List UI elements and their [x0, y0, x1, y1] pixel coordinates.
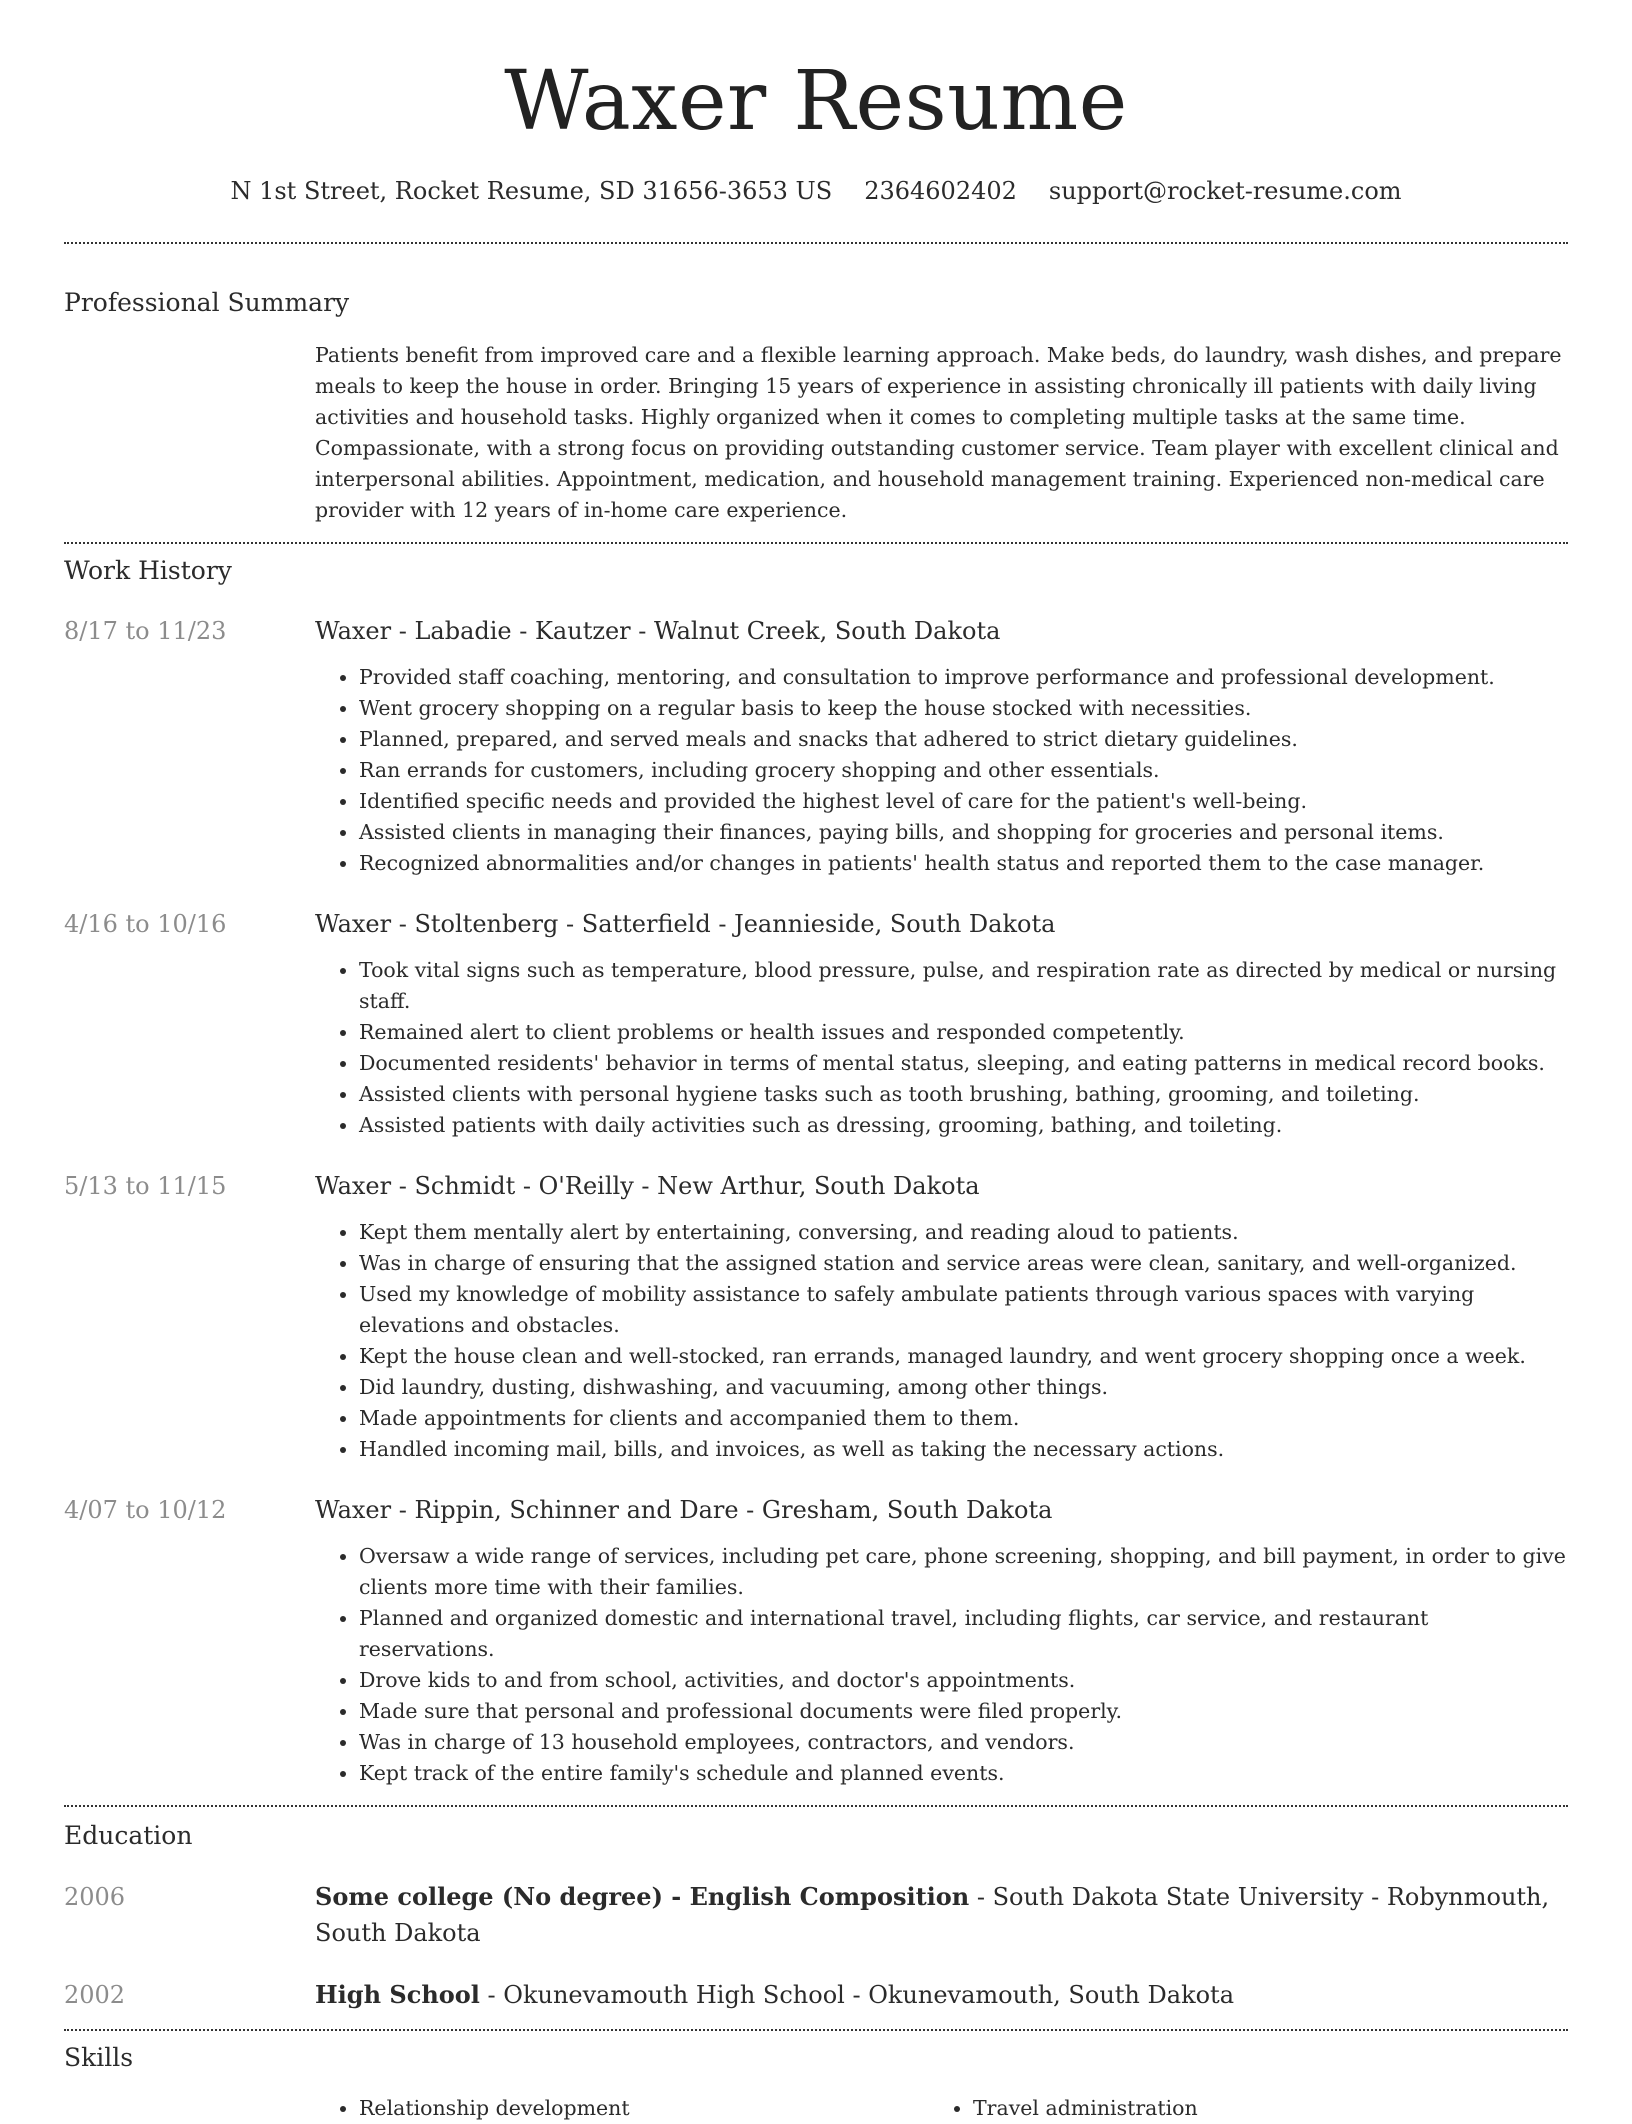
- summary-text: Patients benefit from improved care and a flexible learning approach. Make beds, do laundry, wash dishes, and prepare meals to keep the house in order. Bringing 15 years of experience in assisting chronically ill patients with daily living activities and household tasks. Highly organized when it comes to completing multiple tasks at the same time. Compassionate, with a strong focus on providing outstanding customer service. Team player with excellent clinical and interpersonal abilities. Appointment, medication, and household management training. Experienced non-medical care provider with 12 years of in-home care experience.: [315, 343, 1562, 522]
- contact-address: N 1st Street, Rocket Resume, SD 31656-3653 US: [230, 177, 833, 205]
- job-bullets: [315, 1217, 1568, 1465]
- job-title: Waxer - Schmidt - O'Reilly - New Arthur, South Dakota: [315, 1172, 980, 1200]
- job-title: Waxer - Stoltenberg - Satterfield - Jeannieside, South Dakota: [315, 910, 1056, 938]
- contact-email: support@rocket-resume.com: [1048, 177, 1402, 205]
- job-bullet: • Documented residents' behavior in terms of mental status, sleeping, and eating patterns in medical record books.: [359, 1048, 1568, 1079]
- skills-column-right: [929, 2093, 1543, 2124]
- job-dates: 4/16 to 10/16: [64, 910, 227, 938]
- job-title: Waxer - Labadie - Kautzer - Walnut Creek, South Dakota: [315, 617, 1001, 645]
- job-bullet: • Did laundry, dusting, dishwashing, and vacuuming, among other things.: [359, 1372, 1568, 1403]
- contact-line: [64, 174, 1568, 208]
- job-entry: [64, 907, 1568, 1141]
- job-bullet: • Identified specific needs and provided the highest level of care for the patient's well-being.: [359, 786, 1568, 817]
- education-entry: [64, 1879, 1568, 1951]
- job-bullet: • Planned, prepared, and served meals and snacks that adhered to strict dietary guidelines.: [359, 724, 1568, 755]
- job-bullet: • Used my knowledge of mobility assistance to safely ambulate patients through various spaces with varying elevations and obstacles.: [359, 1279, 1568, 1341]
- contact-phone: 2364602402: [864, 177, 1017, 205]
- job-bullet: • Provided staff coaching, mentoring, and consultation to improve performance and professional development.: [359, 662, 1568, 693]
- job-bullets: [315, 662, 1568, 879]
- job-body: [315, 1169, 1568, 1465]
- skills-column-left: [315, 2093, 929, 2124]
- section-title-work: Work History: [64, 556, 232, 585]
- job-bullet: • Assisted clients in managing their finances, paying bills, and shopping for groceries and personal items.: [359, 817, 1568, 848]
- section-title-education: Education: [64, 1821, 193, 1850]
- job-bullet: • Went grocery shopping on a regular basis to keep the house stocked with necessities.: [359, 693, 1568, 724]
- job-dates: 5/13 to 11/15: [64, 1172, 227, 1200]
- education-year: 2002: [64, 1981, 126, 2009]
- education-school: - South Dakota State University - Robynmouth, South Dakota: [315, 1883, 1550, 1947]
- skills-list: [315, 2093, 1568, 2124]
- section-divider: [64, 1805, 1568, 1807]
- education-school: - Okunevamouth High School - Okunevamouth, South Dakota: [479, 1981, 1235, 2009]
- education-degree: High School: [315, 1980, 480, 2009]
- job-entry: [64, 614, 1568, 879]
- section-divider: [64, 542, 1568, 544]
- job-bullet: • Recognized abnormalities and/or changes in patients' health status and reported them to the case manager.: [359, 848, 1568, 879]
- job-bullet: • Was in charge of ensuring that the assigned station and service areas were clean, sanitary, and well-organized.: [359, 1248, 1568, 1279]
- section-divider: [64, 2029, 1568, 2031]
- work-history-list: [64, 614, 1568, 1789]
- section-title-skills: Skills: [64, 2043, 134, 2072]
- education-year: 2006: [64, 1883, 126, 1911]
- job-title: Waxer - Rippin, Schinner and Dare - Gresham, South Dakota: [315, 1496, 1053, 1524]
- job-bullet: • Kept them mentally alert by entertaining, conversing, and reading aloud to patients.: [359, 1217, 1568, 1248]
- job-entry: [64, 1169, 1568, 1465]
- education-entry: [64, 1977, 1568, 2013]
- job-bullet: • Assisted patients with daily activities such as dressing, grooming, bathing, and toileting.: [359, 1110, 1568, 1141]
- skill-item: • Relationship development: [359, 2093, 929, 2124]
- resume-name: Waxer Resume: [504, 54, 1128, 149]
- job-bullet: • Drove kids to and from school, activities, and doctor's appointments.: [359, 1665, 1568, 1696]
- section-divider: [64, 242, 1568, 244]
- job-bullet: • Handled incoming mail, bills, and invoices, as well as taking the necessary actions.: [359, 1434, 1568, 1465]
- job-bullet: • Assisted clients with personal hygiene tasks such as tooth brushing, bathing, grooming, and toileting.: [359, 1079, 1568, 1110]
- job-dates: 4/07 to 10/12: [64, 1496, 227, 1524]
- job-bullet: • Planned and organized domestic and international travel, including flights, car service, and restaurant reservations.: [359, 1603, 1568, 1665]
- job-bullet: • Ran errands for customers, including grocery shopping and other essentials.: [359, 755, 1568, 786]
- job-dates: 8/17 to 11/23: [64, 617, 227, 645]
- education-body: [315, 1879, 1568, 1951]
- job-body: [315, 1493, 1568, 1789]
- job-entry: [64, 1493, 1568, 1789]
- job-bullet: • Made sure that personal and professional documents were filed properly.: [359, 1696, 1568, 1727]
- job-bullet: • Kept track of the entire family's schedule and planned events.: [359, 1758, 1568, 1789]
- education-degree: Some college (No degree) - English Composition: [315, 1882, 970, 1911]
- section-title-summary: Professional Summary: [64, 288, 350, 317]
- skill-item: • Travel administration: [973, 2093, 1543, 2124]
- education-body: [315, 1977, 1568, 2013]
- job-bullet: • Made appointments for clients and accompanied them to them.: [359, 1403, 1568, 1434]
- job-bullets: [315, 1541, 1568, 1789]
- job-body: [315, 614, 1568, 879]
- job-bullet: • Oversaw a wide range of services, including pet care, phone screening, shopping, and bill payment, in order to give clients more time with their families.: [359, 1541, 1568, 1603]
- job-bullet: • Remained alert to client problems or health issues and responded competently.: [359, 1017, 1568, 1048]
- job-bullets: [315, 955, 1568, 1141]
- job-bullet: • Kept the house clean and well-stocked, ran errands, managed laundry, and went grocery shopping once a week.: [359, 1341, 1568, 1372]
- job-body: [315, 907, 1568, 1141]
- job-bullet: • Took vital signs such as temperature, blood pressure, pulse, and respiration rate as directed by medical or nursing staff.: [359, 955, 1568, 1017]
- job-bullet: • Was in charge of 13 household employees, contractors, and vendors.: [359, 1727, 1568, 1758]
